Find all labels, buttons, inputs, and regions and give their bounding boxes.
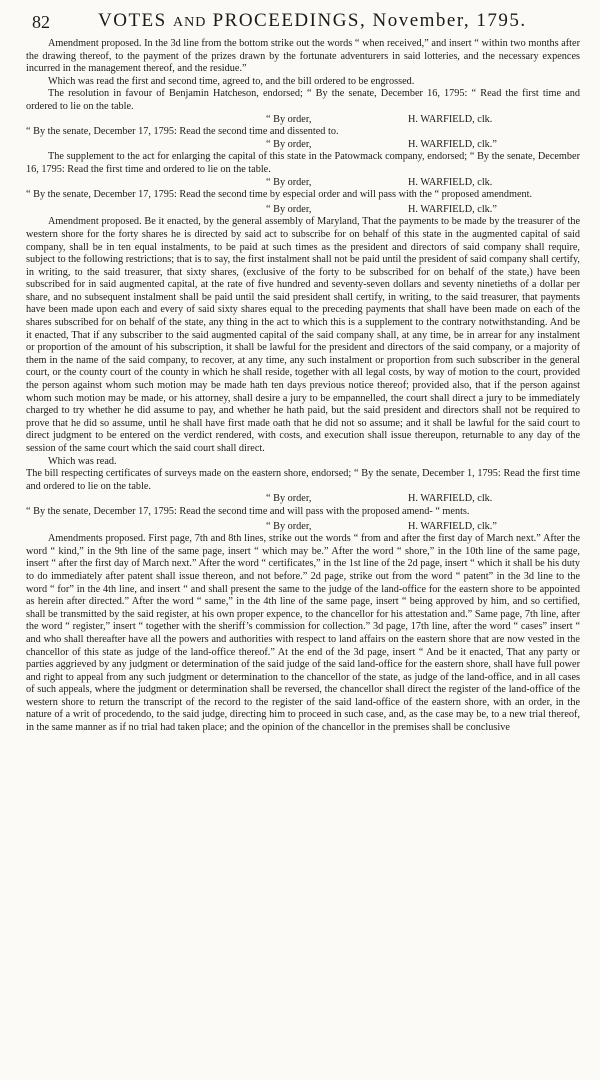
signature-line: [26, 139, 580, 152]
running-head: [26, 0, 580, 38]
paragraph-surveys-bill: The bill respecting certificates of surveys made on the eastern shore, endorsed; “ By the senate, December 1, 1795: Read the first time and ordered to lie on the table.: [26, 468, 580, 492]
title-votes: VOTES: [98, 10, 167, 31]
title-date: November, 1795.: [372, 10, 527, 31]
paragraph-hatcheson-resolution: The resolution in favour of Benjamin Hatcheson, endorsed; “ By the senate, December 16, 1795: “ Read the first time and ordered to lie on the table.: [26, 88, 580, 112]
paragraph-patowmack-amendment: Amendment proposed. Be it enacted, by the general assembly of Maryland, That the payments to be made by the treasurer of the western shore for the forty shares he is directed by said act to subscribe for on behalf of this state in the augmented capital of said company, shall be in ten equal instalments, to be paid at such times as the president and directors of said company shall require, subject to the following restrictions; that is to say, the first instalment shall not be paid until the president of said company shall certify, in writing, to the said treasurer, that sixty shares, (exclusive of the forty to be subscribed for on behalf of the state,) have been subscribed for in said augmented capital, at the rate of five hundred and seventy-seven dollars and seventy ninetieths of a dollar per share, and no subsequent instalment shall be paid until the said president shall certify, in writing, to the said treasurer, that payments have been made upon each and every of said sixty shares equal to the preceding payments that shall have been made on each of the shares subscribed for on behalf of the state, any thing in the act to which this is a supplement to the contrary notwithstanding. And be it enacted, That if any subscriber to the said augmented capital of the said company shall, at any time, be in arrear for any instalment or proportion of the amount of his subscription, it shall be lawful for the president and directors of the said company, or a majority of them in the name of the said company, to recover, at any time, any such instalment or proportion from such subscriber in the general court, or the county court of the county in which he shall reside, together with all legal costs, by way of motion to the court, provided the person against whom such motion may be made hath ten days previous notice thereof; provided also, that if the person against whom such motion may be made, or his attorney, shall desire a jury to be empannelled, the court shall direct a jury to be immediately charged to try whether he did assume to pay, and whether he hath paid, but the said president and directors shall not be required to prove that he did so assume, until he shall have first made oath that he did not so assume; and it shall be lawful for the said court to direct judgment to be entered on the verdict rendered, with costs, and execution shall issue thereupon, returnable to any day of the session of the same court which the said court shall direct.: [26, 216, 580, 454]
signature-line: [26, 177, 580, 190]
clerk-signature: H. WARFIELD, clk.: [408, 493, 493, 505]
paragraph-read: Which was read.: [48, 455, 117, 467]
running-title: [98, 10, 527, 32]
by-order-label: “ By order,: [266, 520, 312, 532]
clerk-signature: H. WARFIELD, clk.: [408, 113, 493, 125]
title-and: AND: [172, 15, 207, 30]
signature-line: [26, 204, 580, 217]
by-order-label: “ By order,: [266, 493, 312, 505]
signature-line: [26, 493, 580, 506]
paragraph-patowmack-supplement: The supplement to the act for enlarging the capital of this state in the Patowmack company, endorsed; “ By the senate, December 16, 1795: Read the first time and ordered to lie on the table.: [26, 151, 580, 175]
by-order-label: “ By order,: [266, 203, 312, 215]
by-order-label: “ By order,: [266, 176, 312, 188]
paragraph-engrossed: Which was read the first and second time, agreed to, and the bill ordered to be engrossed.: [48, 75, 415, 87]
paragraph-dissented: “ By the senate, December 17, 1795: Read the second time and dissented to.: [26, 126, 339, 138]
clerk-signature: H. WARFIELD, clk.: [408, 176, 493, 188]
page-number: 82: [32, 12, 50, 32]
paragraph-proposed-amendments: “ By the senate, December 17, 1795: Read the second time and will pass with the proposed amend- “ ments.: [26, 505, 470, 517]
by-order-label: “ By order,: [266, 138, 312, 150]
signature-line: [26, 521, 580, 534]
paragraph-surveys-amendments: Amendments proposed. First page, 7th and 8th lines, strike out the words “ from and after the first day of March next.” After the word “ kind,” in the 9th line of the same page, insert “ which may be.” After the word “ shore,” in the 10th line of the same page, insert “ after the first day of March next.” After the word “ certificates,” in the 1st line of the 2d page, insert “ which it shall be his duty to do immediately after patent shall issue thereon, and not before.” 2d page, strike out from the word “ patent” in the 3d line to the word “ for” in the 4th line, and insert “ and shall present the same to the judge of the land-office for the eastern shore to be appointed as herein after directed.” After the word “ same,” in the 4th line of the same page, insert “ being approved by him, and so certified, shall be transmitted by the said register, at his own proper expence, to the chancellor for his attestation and.” Same page, 7th line, after the word “ register,” insert “ together with the sheriff’s commission for collection.” 3d page, 17th line, after the word “ cases” insert “ and who shall thereafter have all the powers and authorities with respect to land affairs on the eastern shore that are now vested in the chancellor of this state as judge of the land-office thereof.” At the end of the 3d page, insert “ And be it enacted, That any party or parties aggrieved by any judgment or determination of the said judge of the said land-office for the eastern shore, shall have full power and right to appeal from any such judgment or determination to the chancellor of the state, as judge of the land-office, and in all cases of such appeals, where the judgment or determination shall be reversed, the chancellor shall direct the register of the land-office of the western shore to return the transcript of the record to the register of the said land-office of the eastern shore, with an order, in the nature of a writ of procedendo, to the said judge, directing him to proceed in such case, and, as the case may be, to a new trial thereof, in the same manner as if no trial had taken place; and the opinion of the chancellor in the premises shall be conclusive: [26, 533, 580, 734]
clerk-signature: H. WARFIELD, clk.”: [408, 138, 497, 150]
body-text: [26, 38, 580, 114]
by-order-label: “ By order,: [266, 113, 312, 125]
clerk-signature: H. WARFIELD, clk.”: [408, 520, 497, 532]
paragraph-especial-order: “ By the senate, December 17, 1795: Read the second time by especial order and will pass with the “ proposed amendment.: [26, 189, 533, 201]
clerk-signature: H. WARFIELD, clk.”: [408, 203, 497, 215]
paragraph-amendment-lottery: Amendment proposed. In the 3d line from the bottom strike out the words “ when received,” and insert “ within two months after the drawing thereof, to the payment of the prizes drawn by the fortunate adventurers in said lotteries, and the necessary expences incurred in the management thereof, and the residue.”: [26, 38, 580, 75]
signature-line: [26, 114, 580, 127]
title-proceedings: PROCEEDINGS,: [212, 10, 367, 31]
